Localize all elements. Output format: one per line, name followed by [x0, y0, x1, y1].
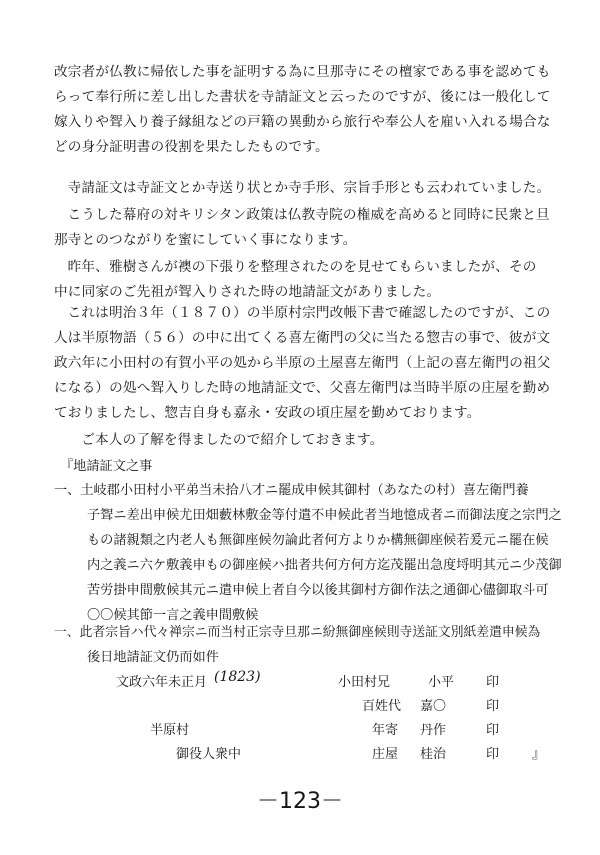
signatory-name-4: 桂治: [420, 747, 447, 762]
paragraph-6: ご本人の了解を得ましたので紹介しておきます。: [81, 432, 384, 448]
signatory-village-1: 小田村兄: [338, 675, 391, 690]
document-clause-2: 一、此者宗旨ハ代々禅宗ニ而当村正宗寺旦那ニ紛無御座候則寺送証文別紙差遣申候為 後日地請証文仍而如件: [54, 625, 541, 665]
seal-mark-3: 印: [486, 723, 500, 738]
closing-bracket: 』: [532, 747, 546, 762]
addressee: 御役人衆中: [176, 747, 242, 762]
signatory-name-1: 小平: [428, 675, 455, 690]
seal-mark-4: 印: [486, 747, 500, 762]
seal-mark-2: 印: [486, 699, 500, 714]
paragraph-1: 改宗者が仏教に帰依した事を証明する為に旦那寺にその檀家である事を認めても らって奉行所に差し出した書状を寺請証文と云ったのですが、後には一般化して 嫁入りや聟入り養子縁組などの戸籍の異動から旅行や奉公人を雇い入れる場合な どの身分証明書の役割を果たしたものです。: [54, 64, 551, 155]
paragraph-2: 寺請証文は寺証文とか寺送り状とか寺手形、宗旨手形とも云われていました。: [67, 180, 551, 196]
handwritten-year: (1823): [214, 669, 261, 685]
signatory-name-2: 嘉〇: [420, 699, 447, 714]
document-title: 『地請証文之事: [60, 459, 153, 474]
recipient-village: 半原村: [150, 723, 190, 738]
paragraph-5: これは明治３年（１８７０）の半原村宗門改帳下書で確認したのですが、この 人は半原物語（５６）の中に出てくる喜左衛門の父に当たる惣吉の事で、彼が文 政六年に小田村の有賀小平の処から半原の土屋喜左衛門（上記の喜左衛門の祖父 になる）の処へ聟入りした時の地請証文で、父喜左衛門は当時半原の庄屋を勤め ておりましたし、惣吉自身も嘉永・安政の頃庄屋を勤めております。: [54, 305, 551, 421]
signature-date: 文政六年未正月: [116, 675, 208, 690]
seal-mark-1: 印: [486, 675, 500, 690]
document-clause-1: 一、土岐郡小田村小平弟当未拾八才ニ罷成申候其御村（あなたの村）喜左衛門養 子聟ニ差出申候尤田畑藪林敷金等付遣不申候此者当地憶成者ニ而御法度之宗門之 もの諸親類之内老人も無御座候勿論此者何方よりか構無御座候若爰元ニ罷在候 内之義ニ六ケ敷義申もの御座候ハ拙者共何方何方迄茂罷出急度埒明其元ニ少茂御 苦労掛申間敷候其元ニ遣申候上者自今以後其御村方御作法之通御心儘御取斗可 〇〇候其節一言之義申間敷候: [54, 483, 562, 623]
paragraph-3: こうした幕府の対キリシタン政策は仏教寺院の権威を高めると同時に民衆と旦 那寺とのつながりを蜜にしていく事になります。: [54, 207, 550, 248]
signatory-role-4: 庄屋: [372, 747, 399, 762]
signatory-role-3: 年寄: [372, 723, 399, 738]
page-number: －123－: [257, 789, 343, 814]
paragraph-4: 昨年、雅樹さんが襖の下張りを整理されたのを見せてもらいましたが、その 中に同家のご先祖が聟入りされた時の地請証文がありました。: [54, 259, 537, 300]
signatory-role-2: 百姓代: [362, 699, 402, 714]
signatory-name-3: 丹作: [420, 723, 447, 738]
